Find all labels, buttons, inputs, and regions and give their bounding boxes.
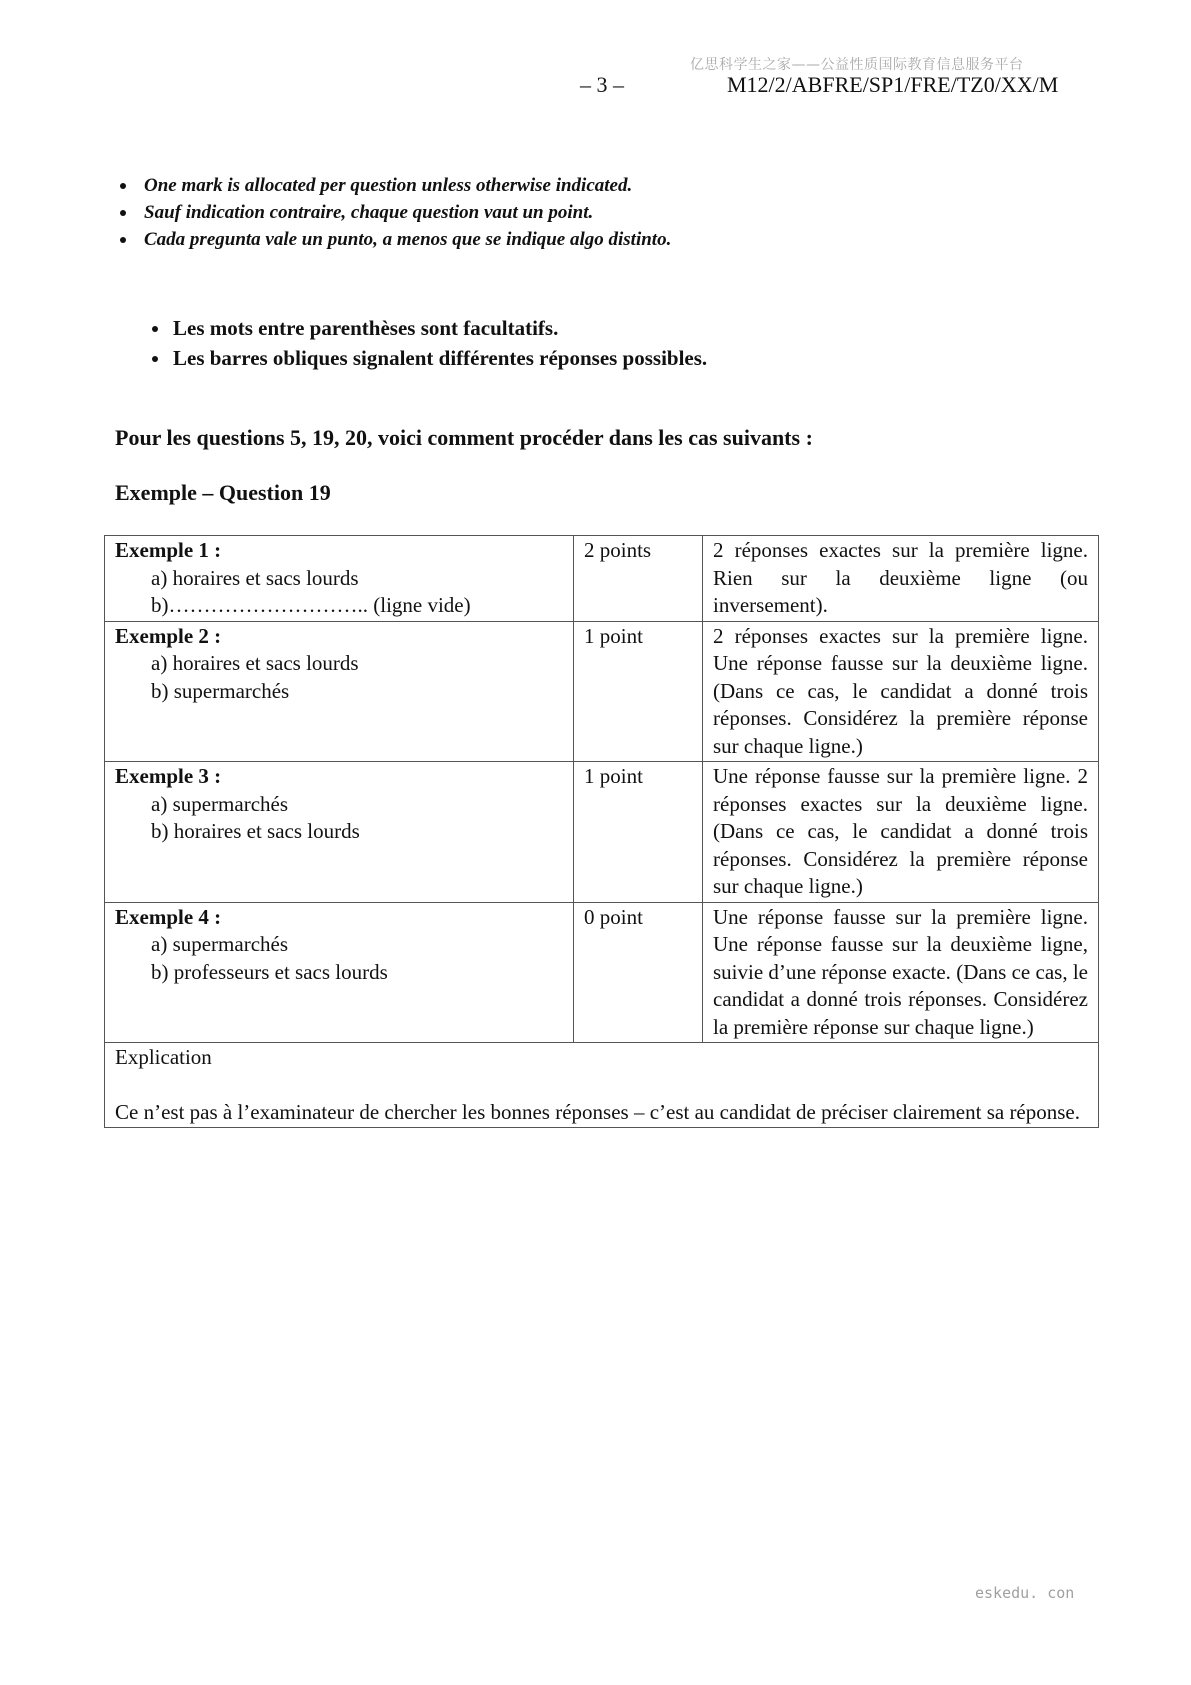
example-answer-a: a) supermarchés bbox=[151, 791, 289, 816]
marking-notes-multilingual bbox=[118, 172, 671, 253]
page-number: – 3 – bbox=[580, 72, 624, 97]
example-answer-a: a) horaires et sacs lourds bbox=[151, 565, 359, 590]
points-cell: 1 point bbox=[574, 621, 703, 762]
example-cell bbox=[105, 621, 574, 762]
explication-cell bbox=[105, 1043, 1099, 1128]
table-row-example-2 bbox=[105, 621, 1099, 762]
convention-parentheses: Les mots entre parenthèses sont facultatifs. bbox=[152, 313, 707, 343]
description-cell: 2 réponses exactes sur la première ligne. Une réponse fausse sur la deuxième ligne. (Dans ce cas, le candidat a donné trois réponses. Considérez la première réponse sur chaque ligne.) bbox=[703, 621, 1099, 762]
example-cell bbox=[105, 536, 574, 622]
example-title: Exemple 1 : bbox=[115, 538, 222, 562]
example-answer-a: a) supermarchés bbox=[151, 932, 289, 956]
description-cell: Une réponse fausse sur la première ligne. Une réponse fausse sur la deuxième ligne, suivie d’une réponse exacte. (Dans ce cas, le candidat a donné trois réponses. Considérez la première réponse sur chaque ligne.) bbox=[703, 902, 1099, 1043]
table-row-example-1 bbox=[105, 536, 1099, 622]
points-cell: 2 points bbox=[574, 536, 703, 622]
instruction-text: Pour les questions 5, 19, 20, voici comment procéder dans les cas suivants : bbox=[115, 425, 813, 450]
example-answer-b: b)……………………….. (ligne vide) bbox=[151, 593, 471, 617]
convention-slashes: Les barres obliques signalent différentes réponses possibles. bbox=[152, 343, 707, 373]
example-title: Exemple 4 : bbox=[115, 904, 222, 929]
description-cell: 2 réponses exactes sur la première ligne. Rien sur la deuxième ligne (ou inversement). bbox=[703, 536, 1099, 622]
note-french: Sauf indication contraire, chaque question vaut un point. bbox=[118, 199, 671, 226]
example-answer-b: b) horaires et sacs lourds bbox=[151, 819, 360, 843]
points-cell: 1 point bbox=[574, 762, 703, 903]
example-cell bbox=[105, 762, 574, 903]
example-answer-b: b) supermarchés bbox=[151, 678, 290, 703]
note-english: One mark is allocated per question unless otherwise indicated. bbox=[118, 172, 671, 199]
marking-conventions bbox=[152, 313, 707, 373]
marking-examples-table bbox=[104, 535, 1099, 1128]
document-code: M12/2/ABFRE/SP1/FRE/TZ0/XX/M bbox=[727, 72, 1059, 97]
explication-label: Explication bbox=[115, 1045, 212, 1069]
points-cell: 0 point bbox=[574, 902, 703, 1043]
example-heading: Exemple – Question 19 bbox=[115, 480, 331, 505]
example-answer-b: b) professeurs et sacs lourds bbox=[151, 959, 388, 984]
example-title: Exemple 3 : bbox=[115, 764, 222, 788]
table-row-example-4 bbox=[105, 902, 1099, 1043]
example-cell bbox=[105, 902, 574, 1043]
footer-watermark: eskedu. con bbox=[975, 1584, 1075, 1602]
explication-text: Ce n’est pas à l’examinateur de chercher les bonnes réponses – c’est au candidat de préciser clairement sa réponse. bbox=[115, 1099, 1080, 1124]
table-row-explication bbox=[105, 1043, 1099, 1128]
table-row-example-3 bbox=[105, 762, 1099, 903]
example-title: Exemple 2 : bbox=[115, 623, 222, 648]
example-answer-a: a) horaires et sacs lourds bbox=[151, 651, 359, 675]
header-watermark: 亿思科学生之家——公益性质国际教育信息服务平台 bbox=[690, 57, 1024, 73]
description-cell: Une réponse fausse sur la première ligne. 2 réponses exactes sur la deuxième ligne. (Dans ce cas, le candidat a donné trois réponses. Considérez la première réponse sur chaque ligne.) bbox=[703, 762, 1099, 903]
note-spanish: Cada pregunta vale un punto, a menos que se indique algo distinto. bbox=[118, 226, 671, 253]
